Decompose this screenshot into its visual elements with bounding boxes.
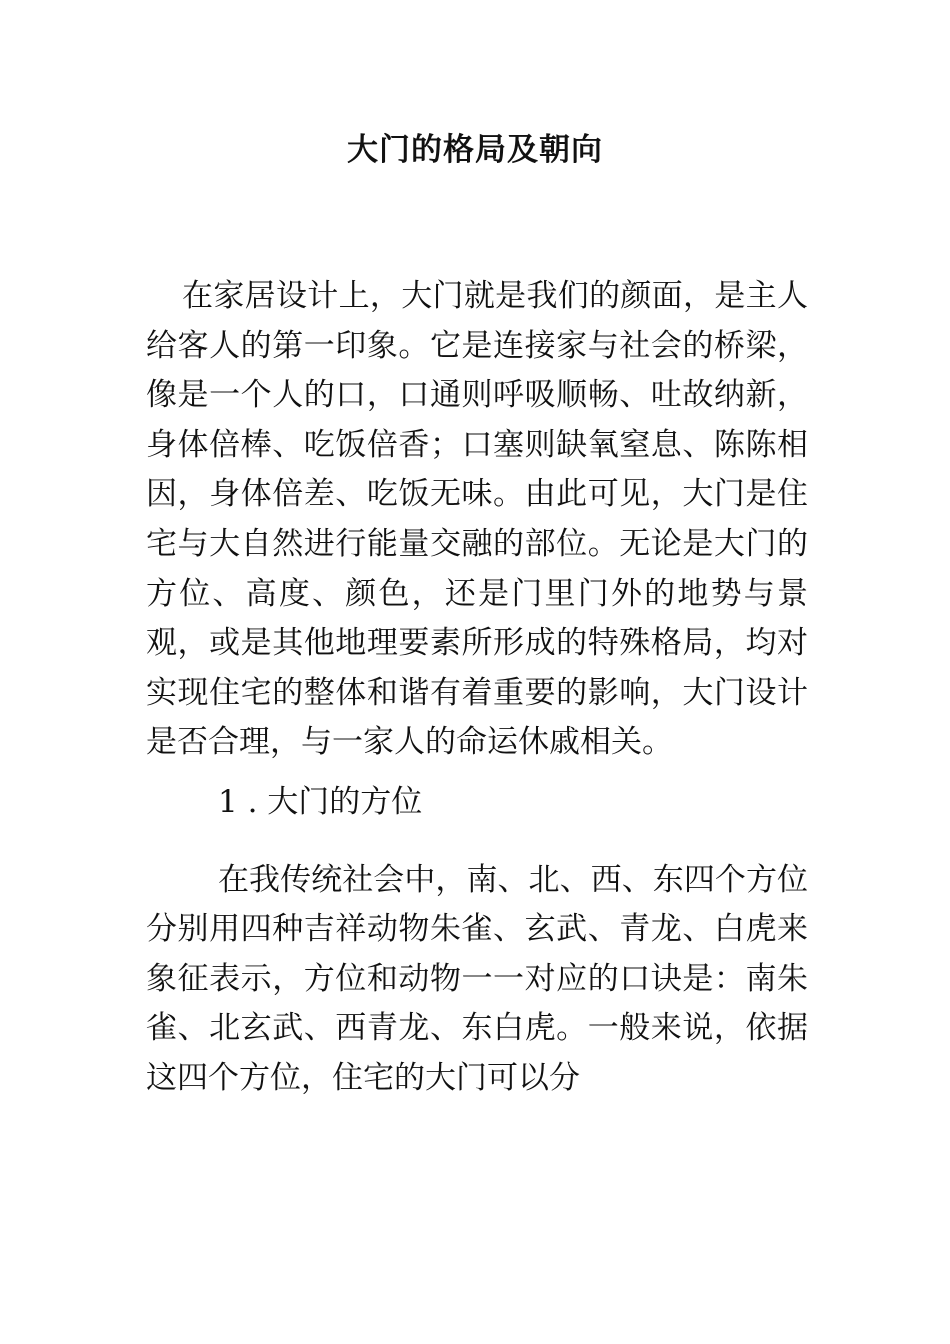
document-body: [146, 272, 808, 1104]
paragraph-directions: 在我传统社会中，南、北、西、东四个方位分别用四种吉祥动物朱雀、玄武、青龙、白虎来象征表示，方位和动物一一对应的口诀是：南朱雀、北玄武、西青龙、东白虎。一般来说，依据这四个方位，住宅的大门可以分: [146, 861, 808, 1096]
document-title: 大门的格局及朝向: [347, 132, 603, 168]
paragraph-intro: 在家居设计上，大门就是我们的颜面，是主人给客人的第一印象。它是连接家与社会的桥梁，像是一个人的口，口通则呼吸顺畅、吐故纳新，身体倍棒、吃饭倍香；口塞则缺氧窒息、陈陈相因，身体倍差、吃饭无味。由此可见，大门是住宅与大自然进行能量交融的部位。无论是大门的方位、高度、颜色，还是门里门外的地势与景观，或是其他地理要素所形成的特殊格局，均对实现住宅的整体和谐有着重要的影响，大门设计是否合理，与一家人的命运休戚相关。: [146, 278, 808, 761]
section-heading-gate-direction: 1 . 大门的方位: [218, 783, 423, 820]
